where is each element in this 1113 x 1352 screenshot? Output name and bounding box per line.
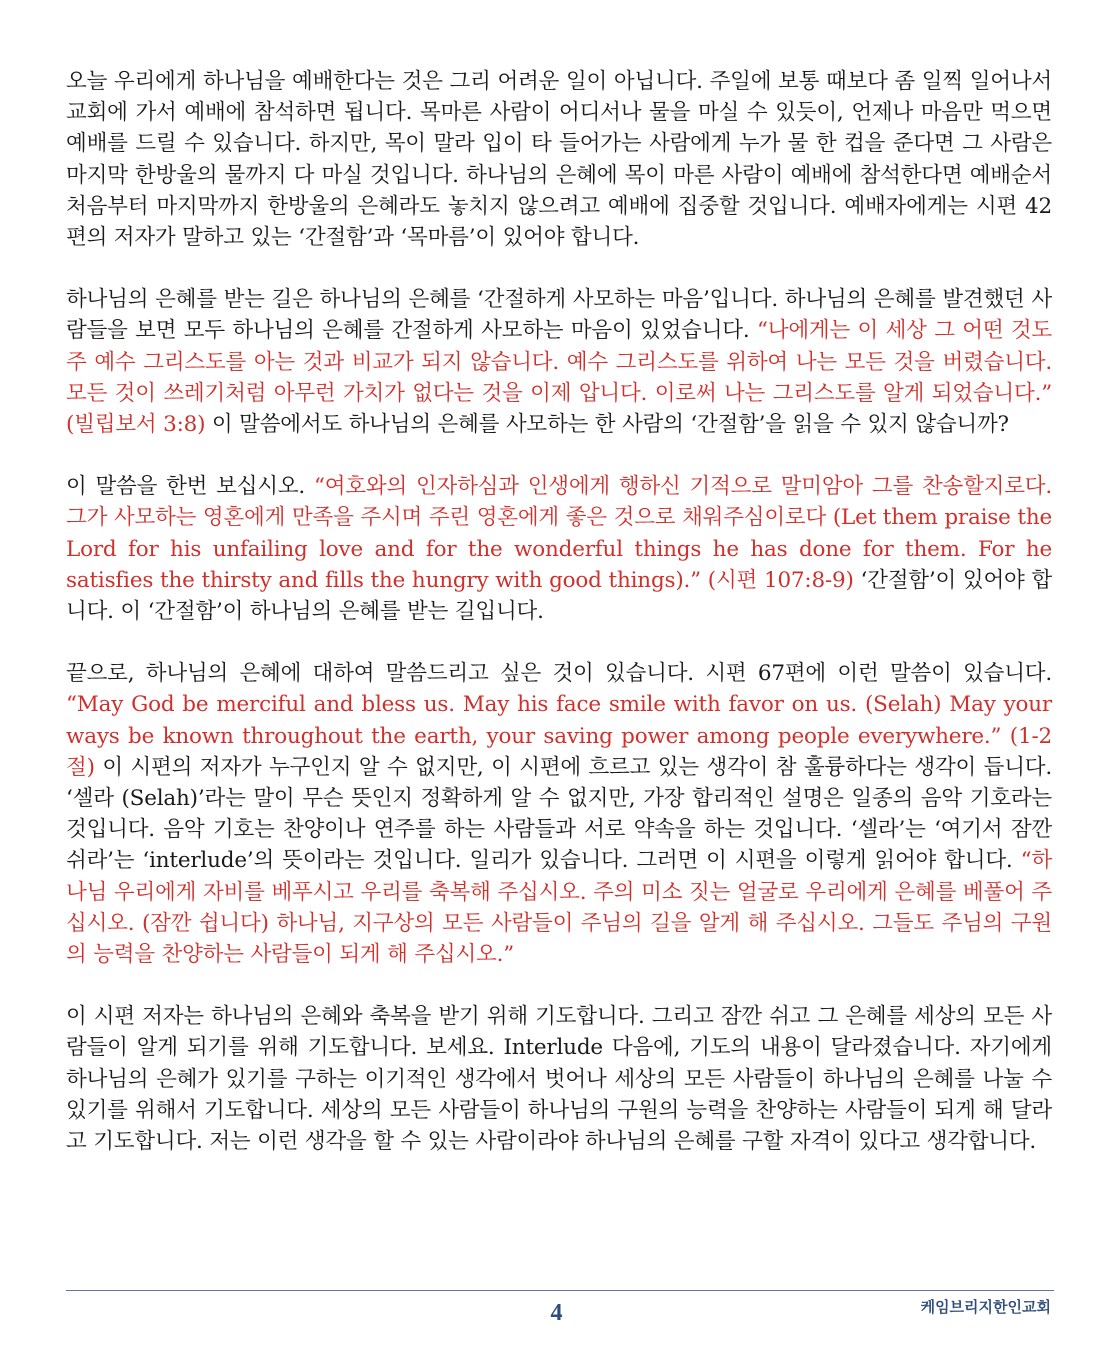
body-text: 끝으로, 하나님의 은혜에 대하여 말씀드리고 싶은 것이 있습니다. 시편 67편에 이런 말씀이 있습니다. <box>66 661 1052 687</box>
body-text: 이 말씀에서도 하나님의 은혜를 사모하는 한 사람의 ‘간절함’을 읽을 수 있지 않습니까? <box>205 412 1009 438</box>
body-text: ‘간절함’이 있어야 합니다. 이 ‘간절함’이 하나님의 은혜를 받는 길입니다. <box>66 567 1052 625</box>
document-body <box>66 66 1052 1188</box>
body-text: 이 시편의 저자가 누구인지 알 수 없지만, 이 시편에 흐르고 있는 생각이 참 훌륭하다는 생각이 듭니다. ‘셀라 (Selah)’라는 말이 무슨 뜻인지 정확하게 알 수 없지만, 가장 합리적인 설명은 일종의 음악 기호라는 것입니다. 음악 기호는 찬양이나 연주를 하는 사람들과 서로 약속을 하는 것입니다. ‘셀라’는 ‘여기서 잠깐 쉬라’는 ‘interlude’의 뜻이라는 것입니다. 일리가 있습니다. 그러면 이 시편을 이렇게 읽어야 합니다. <box>66 754 1052 874</box>
paragraph-5 <box>66 1001 1052 1157</box>
paragraph-3 <box>66 471 1052 627</box>
body-text: 오늘 우리에게 하나님을 예배한다는 것은 그리 어려운 일이 아닙니다. 주일에 보통 때보다 좀 일찍 일어나서 교회에 가서 예배에 참석하면 됩니다. 목마른 사람이 어디서나 물을 마실 수 있듯이, 언제나 마음만 먹으면 예배를 드릴 수 있습니다. 하지만, 목이 말라 입이 타 들어가는 사람에게 누가 물 한 컵을 준다면 그 사람은 마지막 한방울의 물까지 다 마실 것입니다. 하나님의 은혜에 목이 마른 사람이 예배에 참석한다면 예배순서 처음부터 마지막까지 한방울의 은혜라도 놓치지 않으려고 예배에 집중할 것입니다. 예배자에게는 시편 42편의 저자가 말하고 있는 ‘간절함’과 ‘목마름’이 있어야 합니다. <box>66 69 1052 251</box>
scripture-quote: “여호와의 인자하심과 인생에게 행하신 기적으로 말미암아 그를 찬송할지로다. 그가 사모하는 영혼에게 만족을 주시며 주린 영혼에게 좋은 것으로 채워주심이로다 (Let them praise the Lord for his unfailing love and for the wonderful things he has done for them. For he satisfies the thirsty and fills the hungry with good things).” (시편 107:8-9) <box>66 474 1052 593</box>
paragraph-4 <box>66 658 1052 970</box>
paragraph-1 <box>66 66 1052 253</box>
scripture-quote: “하나님 우리에게 자비를 베푸시고 우리를 축복해 주십시오. 주의 미소 짓는 얼굴로 우리에게 은혜를 베풀어 주십시오. (잠깐 쉽니다) 하나님, 지구상의 모든 사람들이 주님의 길을 알게 해 주십시오. 그들도 주님의 구원의 능력을 찬양하는 사람들이 되게 해 주십시오.” <box>66 848 1052 968</box>
page-number: 4 <box>550 1300 563 1326</box>
scripture-quote: “나에게는 이 세상 그 어떤 것도 주 예수 그리스도를 아는 것과 비교가 되지 않습니다. 예수 그리스도를 위하여 나는 모든 것을 버렸습니다. 모든 것이 쓰레기처럼 아무런 가치가 없다는 것을 이제 압니다. 이로써 나는 그리스도를 알게 되었습니다.” (빌립보서 3:8) <box>66 318 1052 438</box>
body-text: 하나님의 은혜를 받는 길은 하나님의 은혜를 ‘간절하게 사모하는 마음’입니다. 하나님의 은혜를 발견했던 사람들을 보면 모두 하나님의 은혜를 간절하게 사모하는 마음이 있었습니다. <box>66 287 1052 344</box>
paragraph-2 <box>66 284 1052 440</box>
body-text: 이 시편 저자는 하나님의 은혜와 축복을 받기 위해 기도합니다. 그리고 잠깐 쉬고 그 은혜를 세상의 모든 사람들이 알게 되기를 위해 기도합니다. 보세요. Interlude 다음에, 기도의 내용이 달라졌습니다. 자기에게 하나님의 은혜가 있기를 구하는 이기적인 생각에서 벗어나 세상의 모든 사람들이 하나님의 은혜를 나눌 수 있기를 위해서 기도합니다. 세상의 모든 사람들이 하나님의 구원의 능력을 찬양하는 사람들이 되게 해 달라고 기도합니다. 저는 이런 생각을 할 수 있는 사람이라야 하나님의 은혜를 구할 자격이 있다고 생각합니다. <box>66 1004 1052 1155</box>
body-text: 이 말씀을 한번 보십시오. <box>66 474 314 500</box>
church-name: 케임브리지한인교회 <box>920 1298 1051 1316</box>
footer-rule <box>66 1290 1054 1291</box>
scripture-quote: “May God be merciful and bless us. May his face smile with favor on us. (Selah) May your ways be known throughout the earth, your saving power among people everywhere.” (1-2절) <box>66 692 1052 780</box>
